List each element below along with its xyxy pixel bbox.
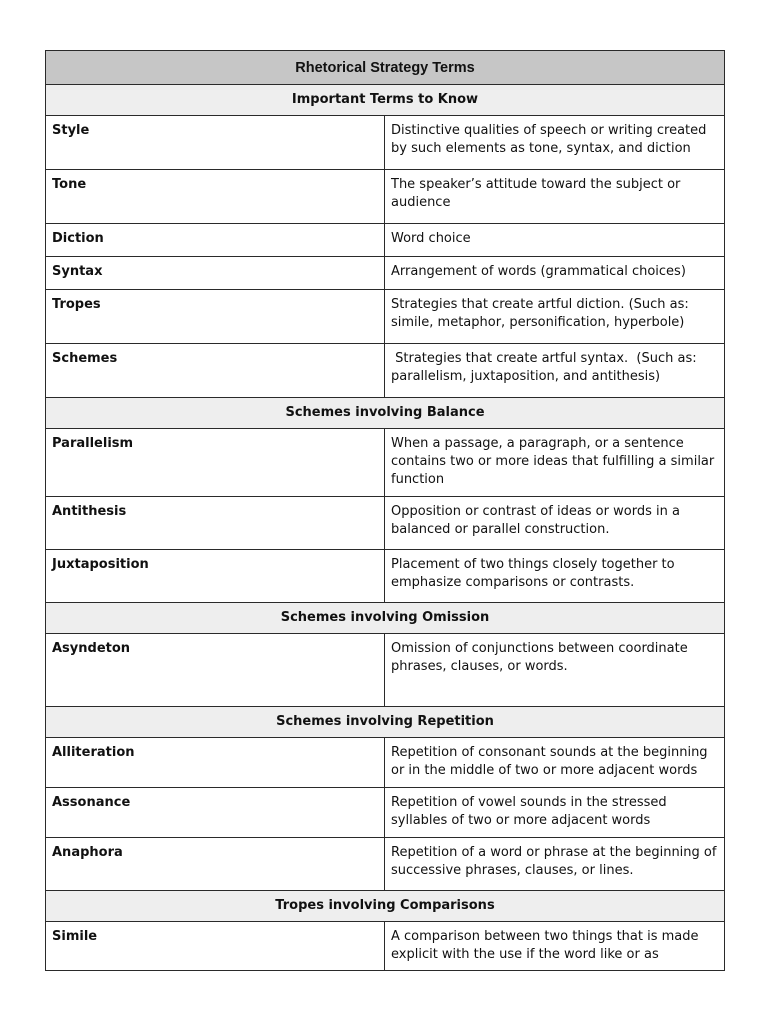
table-row <box>46 922 725 971</box>
term-cell: Antithesis <box>46 497 385 550</box>
table-title: Rhetorical Strategy Terms <box>46 51 725 85</box>
table-row <box>46 497 725 550</box>
term-cell: Schemes <box>46 344 385 398</box>
section-heading: Schemes involving Repetition <box>46 707 725 738</box>
term-cell: Juxtaposition <box>46 550 385 603</box>
table-row <box>46 788 725 838</box>
section-heading: Schemes involving Omission <box>46 603 725 634</box>
definition-cell: Arrangement of words (grammatical choices) <box>385 257 725 290</box>
term-cell: Parallelism <box>46 429 385 497</box>
section-heading-row <box>46 891 725 922</box>
section-heading-row <box>46 603 725 634</box>
definition-cell: Word choice <box>385 224 725 257</box>
definition-cell: Opposition or contrast of ideas or words in a balanced or parallel construction. <box>385 497 725 550</box>
definition-cell: Repetition of a word or phrase at the beginning of successive phrases, clauses, or lines. <box>385 838 725 891</box>
table-row <box>46 344 725 398</box>
section-heading-row <box>46 398 725 429</box>
rhetorical-terms-table <box>45 50 725 971</box>
definition-cell: Strategies that create artful diction. (Such as: simile, metaphor, personification, hyperbole) <box>385 290 725 344</box>
definition-cell: Repetition of vowel sounds in the stressed syllables of two or more adjacent words <box>385 788 725 838</box>
term-cell: Tropes <box>46 290 385 344</box>
definition-cell: Strategies that create artful syntax. (Such as: parallelism, juxtaposition, and antithesis) <box>385 344 725 398</box>
definition-cell: Repetition of consonant sounds at the beginning or in the middle of two or more adjacent words <box>385 738 725 788</box>
definition-cell: The speaker’s attitude toward the subject or audience <box>385 170 725 224</box>
definition-cell: When a passage, a paragraph, or a sentence contains two or more ideas that fulfilling a similar function <box>385 429 725 497</box>
table-row <box>46 429 725 497</box>
term-cell: Anaphora <box>46 838 385 891</box>
table-title-row <box>46 51 725 85</box>
table-row <box>46 116 725 170</box>
table-row <box>46 170 725 224</box>
term-cell: Syntax <box>46 257 385 290</box>
table-row <box>46 257 725 290</box>
term-cell: Diction <box>46 224 385 257</box>
section-heading: Tropes involving Comparisons <box>46 891 725 922</box>
term-cell: Assonance <box>46 788 385 838</box>
definition-cell: Distinctive qualities of speech or writing created by such elements as tone, syntax, and diction <box>385 116 725 170</box>
section-heading-row <box>46 707 725 738</box>
section-heading-row <box>46 85 725 116</box>
table-row <box>46 550 725 603</box>
table-row <box>46 224 725 257</box>
definition-cell: A comparison between two things that is made explicit with the use if the word like or as <box>385 922 725 971</box>
table-row <box>46 738 725 788</box>
definition-cell: Omission of conjunctions between coordinate phrases, clauses, or words. <box>385 634 725 707</box>
table-row <box>46 290 725 344</box>
term-cell: Asyndeton <box>46 634 385 707</box>
definition-cell: Placement of two things closely together to emphasize comparisons or contrasts. <box>385 550 725 603</box>
term-cell: Style <box>46 116 385 170</box>
section-heading: Important Terms to Know <box>46 85 725 116</box>
table-row <box>46 634 725 707</box>
term-cell: Tone <box>46 170 385 224</box>
term-cell: Simile <box>46 922 385 971</box>
term-cell: Alliteration <box>46 738 385 788</box>
table-row <box>46 838 725 891</box>
section-heading: Schemes involving Balance <box>46 398 725 429</box>
